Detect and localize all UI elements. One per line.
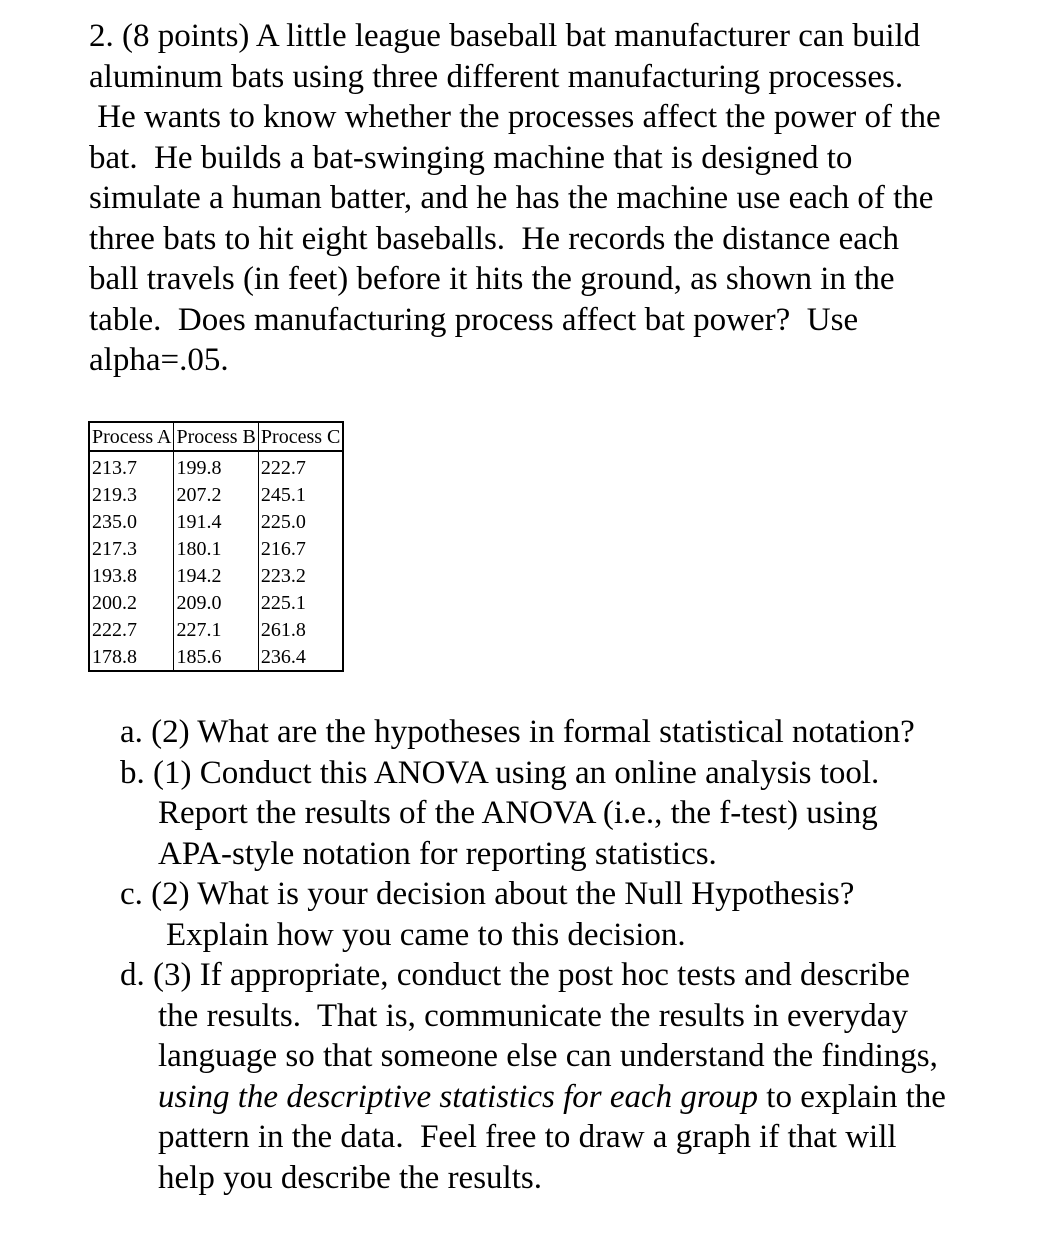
question-list	[120, 712, 1020, 1198]
table-cell: 227.1	[174, 616, 258, 643]
question-c	[120, 874, 1020, 955]
column-header: Process C	[258, 422, 343, 451]
table-cell: 222.7	[260, 456, 306, 479]
problem-line: table. Does manufacturing process affect bat power? Use	[89, 301, 859, 338]
table-cell: 213.7	[89, 451, 174, 481]
question-d-line: language so that someone else can understand the findings,	[158, 1038, 938, 1074]
table-cell: 219.3	[89, 481, 174, 508]
question-d-text: to explain the	[758, 1078, 946, 1115]
table-cell: 200.2	[89, 589, 174, 616]
table-cell: 225.1	[260, 591, 306, 614]
question-b-line: Report the results of the ANOVA (i.e., the f-test) using	[158, 795, 878, 831]
table-row	[89, 562, 343, 589]
question-d-line	[120, 1077, 1020, 1118]
table-cell: 222.7	[89, 616, 174, 643]
question-d-line: d. (3) If appropriate, conduct the post hoc tests and describe	[120, 957, 910, 993]
problem-line: bat. He builds a bat-swinging machine that is designed to	[89, 139, 853, 176]
table-row	[89, 589, 343, 616]
italic-emphasis: using the descriptive statistics for each group	[158, 1078, 759, 1115]
table-cell: 199.8	[174, 451, 258, 481]
problem-line: simulate a human batter, and he has the machine use each of the	[89, 180, 934, 216]
question-b-line: APA-style notation for reporting statistics.	[158, 835, 717, 872]
question-a-line: a. (2) What are the hypotheses in formal statistical notation?	[120, 714, 915, 750]
question-c-line: Explain how you came to this decision.	[166, 916, 686, 953]
table-cell: 261.8	[260, 618, 306, 641]
table-cell: 217.3	[89, 535, 174, 562]
table-row	[89, 451, 343, 481]
table-cell: 193.8	[89, 562, 174, 589]
table-cell: 191.4	[174, 508, 258, 535]
data-table	[88, 421, 344, 672]
table-cell: 194.2	[174, 562, 258, 589]
question-d-line: the results. That is, communicate the results in everyday	[158, 997, 908, 1034]
table-row	[89, 535, 343, 562]
table-header-row	[89, 422, 343, 451]
problem-line: aluminum bats using three different manufacturing processes.	[89, 58, 904, 95]
table-cell: 223.2	[260, 564, 306, 587]
question-b-line: b. (1) Conduct this ANOVA using an online analysis tool.	[120, 754, 880, 791]
table-row	[89, 508, 343, 535]
problem-line: alpha=.05.	[89, 342, 229, 378]
question-d-line: help you describe the results.	[158, 1159, 542, 1196]
question-d-line: pattern in the data. Feel free to draw a graph if that will	[158, 1119, 897, 1155]
table-row	[89, 616, 343, 643]
table-cell: 225.0	[260, 510, 306, 533]
problem-line: ball travels (in feet) before it hits the ground, as shown in the	[89, 261, 895, 297]
table-cell: 207.2	[174, 481, 258, 508]
table-row	[89, 643, 343, 671]
question-a	[120, 712, 1020, 753]
table-cell: 178.8	[89, 643, 174, 671]
table-cell: 216.7	[260, 537, 306, 560]
column-header: Process A	[89, 422, 174, 451]
table-cell: 209.0	[174, 589, 258, 616]
table-row	[89, 481, 343, 508]
question-d	[120, 955, 1020, 1198]
table-cell: 245.1	[260, 483, 306, 506]
table-cell: 180.1	[174, 535, 258, 562]
problem-line: He wants to know whether the processes affect the power of the	[89, 99, 941, 135]
question-c-line: c. (2) What is your decision about the Null Hypothesis?	[120, 876, 855, 912]
question-b	[120, 753, 1020, 875]
problem-line: three bats to hit eight baseballs. He records the distance each	[89, 220, 900, 257]
problem-statement	[89, 16, 989, 381]
column-header: Process B	[174, 422, 258, 451]
problem-line: 2. (8 points) A little league baseball bat manufacturer can build	[89, 18, 921, 54]
table-cell: 235.0	[89, 508, 174, 535]
table-cell: 185.6	[174, 643, 258, 671]
table-cell: 236.4	[260, 645, 306, 668]
